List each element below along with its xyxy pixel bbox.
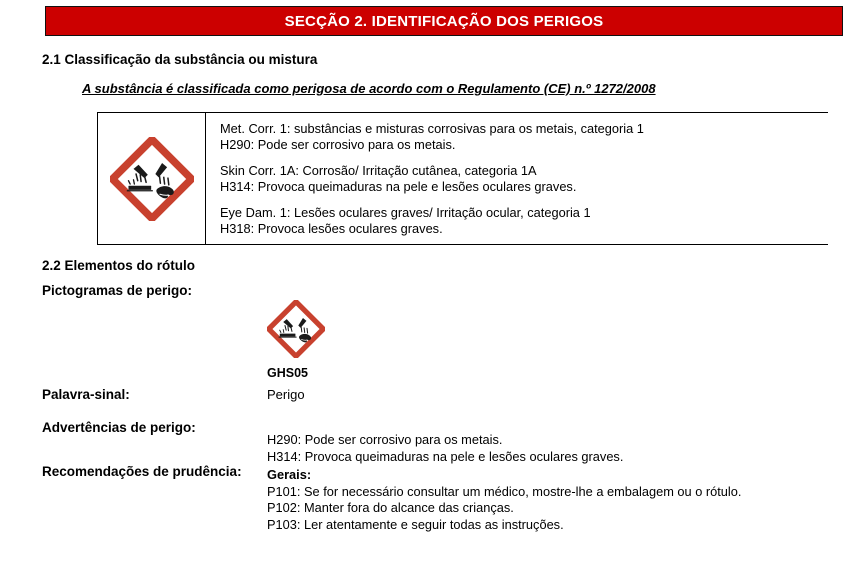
hazard-statements-label: Advertências de perigo: (42, 420, 196, 435)
hazard-classification: Skin Corr. 1A: Corrosão/ Irritação cutânea, categoria 1A (220, 163, 537, 178)
hazard-statement-item: H290: Pode ser corrosivo para os metais. (267, 432, 503, 447)
precautionary-statement-item: P103: Ler atentamente e seguir todas as instruções. (267, 516, 564, 532)
classification-text-cell (206, 113, 828, 244)
hazard-statement: H290: Pode ser corrosivo para os metais. (220, 136, 456, 152)
pictogram-code-caption: GHS05 (267, 366, 308, 380)
hazard-classification: Eye Dam. 1: Lesões oculares graves/ Irritação ocular, categoria 1 (220, 205, 591, 220)
subsection-22-heading: 2.2 Elementos do rótulo (42, 258, 196, 273)
hazard-group (220, 205, 828, 236)
ghs05-corrosion-icon-small (267, 300, 372, 363)
ghs05-corrosion-icon (110, 137, 194, 221)
section-banner (45, 6, 843, 36)
classification-table (97, 112, 828, 245)
hazard-statement-item: H314: Provoca queimaduras na pele e lesões oculares graves. (267, 448, 624, 464)
signal-word-value: Perigo (267, 387, 305, 402)
hazard-statement: H318: Provoca lesões oculares graves. (220, 220, 443, 236)
precautionary-statement-item: P101: Se for necessário consultar um médico, mostre-lhe a embalagem ou o rótulo. (267, 483, 742, 499)
hazard-classification: Met. Corr. 1: substâncias e misturas corrosivas para os metais, categoria 1 (220, 121, 644, 136)
label-pictogram-block (262, 300, 372, 380)
hazard-statement: H314: Provoca queimaduras na pele e lesões oculares graves. (220, 178, 577, 194)
hazard-group (220, 163, 828, 194)
regulation-note: A substância é classificada como perigosa de acordo com o Regulamento (CE) n.º 1272/2008 (82, 81, 656, 96)
precautionary-group-title: Gerais: (267, 467, 312, 482)
hazard-statements-list (267, 432, 623, 465)
pictograms-label: Pictogramas de perigo: (42, 283, 193, 298)
precautionary-statement-item: P102: Manter fora do alcance das crianças. (267, 500, 514, 515)
classification-pictogram-cell (98, 113, 206, 244)
precautionary-statements-list (267, 467, 741, 533)
signal-word-label: Palavra-sinal: (42, 387, 130, 402)
section-banner-title: SECÇÃO 2. IDENTIFICAÇÃO DOS PERIGOS (284, 12, 604, 30)
subsection-21-heading: 2.1 Classificação da substância ou mistura (42, 52, 318, 67)
precautionary-statements-label: Recomendações de prudência: (42, 464, 242, 479)
hazard-group (220, 121, 828, 152)
